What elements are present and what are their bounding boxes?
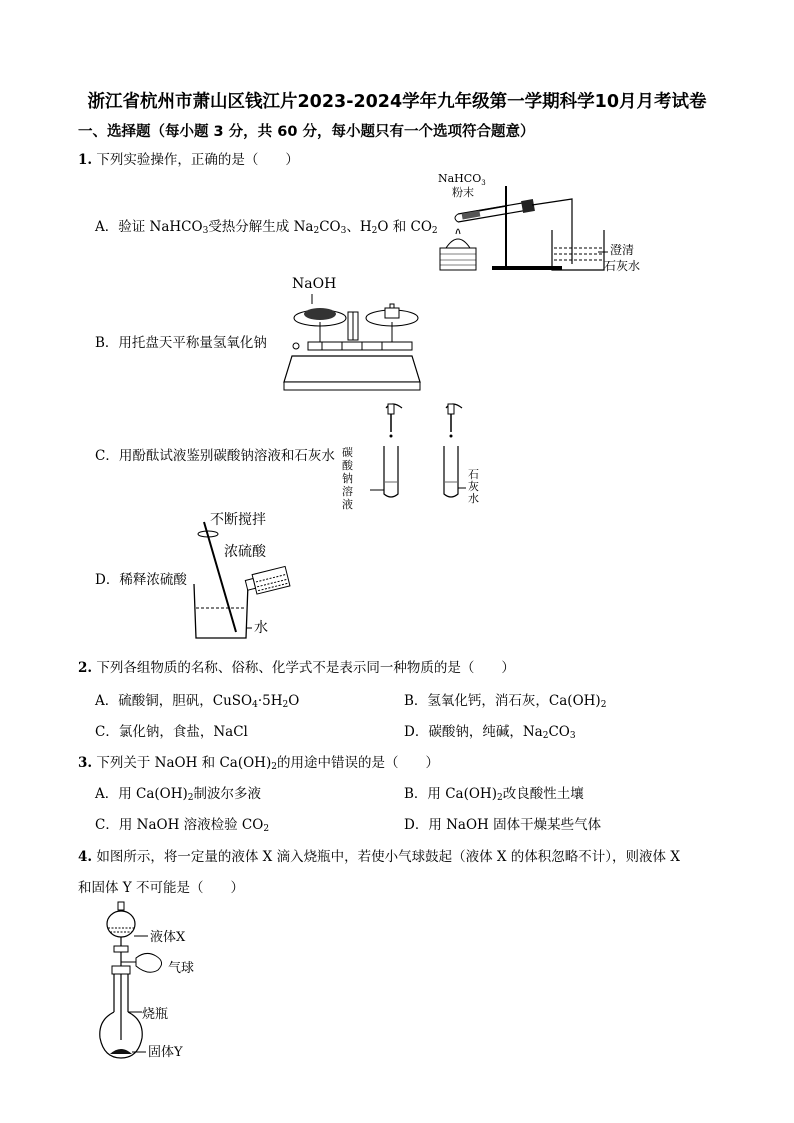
svg-text:灰: 灰: [468, 480, 479, 493]
figure-c-test-tubes: [340, 398, 490, 511]
section-heading: 一、选择题（每小题 3 分，共 60 分，每小题只有一个选项符合题意）: [78, 124, 535, 140]
q3-option-d: D．用 NaOH 固体干燥某些气体: [404, 817, 602, 833]
page-title: 浙江省杭州市萧山区钱江片2023-2024学年九年级第一学期科学10月月考试卷: [87, 92, 707, 112]
fig-q4-flask-label: 烧瓶: [142, 1007, 169, 1022]
q2-option-b: B．氢氧化钙，消石灰，$Ca(OH)_2$: [404, 693, 607, 710]
q2-option-a: A．硫酸铜，胆矾，$CuSO_4\cdot 5H_2O$: [95, 693, 300, 710]
fig-d-acid-label: 浓硫酸: [224, 544, 266, 560]
fig-c-left-label: [342, 445, 354, 511]
q3-option-b: B．用 $Ca(OH)_2$改良酸性土壤: [404, 786, 584, 803]
question-3: 3. 下列关于 NaOH 和 $Ca(OH)_2$的用途中错误的是（ ）: [78, 755, 439, 772]
question-4: 4. 如图所示，将一定量的液体 X 滴入烧瓶中，若使小气球鼓起（液体 X 的体积忽略不计），则液体 X: [78, 849, 680, 865]
svg-text:石: 石: [468, 468, 479, 481]
question-2: [78, 656, 515, 676]
q1-option-c: C．用酚酞试液鉴别碳酸钠溶液和石灰水: [95, 448, 335, 464]
question-number: 4.: [78, 849, 93, 865]
fig-q4-balloon-label: 气球: [168, 961, 195, 976]
fig-a-label: NaHCO$_3$: [438, 172, 486, 187]
fig-b-naoh-label: NaOH: [292, 276, 337, 292]
question-1: [78, 148, 299, 168]
fig-d-stir-label: 不断搅拌: [210, 512, 266, 528]
q1-option-d: D．稀释浓硫酸: [95, 572, 187, 588]
svg-text:水: 水: [468, 492, 479, 505]
fig-a-limewater-label-1: 澄清: [610, 243, 635, 257]
svg-text:溶: 溶: [342, 485, 353, 498]
figure-d-dilution: [188, 508, 308, 644]
svg-text:酸: 酸: [342, 459, 353, 472]
q3-option-a: A．用 $Ca(OH)_2$制波尔多液: [95, 786, 262, 803]
figure-b-balance: [282, 272, 422, 396]
svg-text:液: 液: [342, 498, 353, 511]
question-stem: 下列实验操作，正确的是（ ）: [96, 152, 299, 168]
fig-c-right-label: [468, 468, 479, 505]
fig-q4-solid-label: 固体Y: [148, 1045, 183, 1060]
question-number: 2.: [78, 660, 93, 676]
fig-q4-liquid-label: 液体X: [150, 930, 186, 945]
q2-option-c: C．氯化钠，食盐，NaCl: [95, 724, 248, 740]
question-number: 3.: [78, 755, 93, 771]
q1-option-b: B．用托盘天平称量氢氧化钠: [95, 335, 267, 351]
q2-option-d: D．碳酸钠，纯碱，$Na_2CO_3$: [404, 724, 576, 741]
figure-q4-flask: [96, 900, 226, 1064]
fig-a-limewater-label-2: 石灰水: [604, 259, 641, 273]
fig-a-label-powder: 粉末: [452, 186, 474, 199]
question-stem: 下列各组物质的名称、俗称、化学式不是表示同一种物质的是（ ）: [96, 660, 515, 676]
svg-text:钠: 钠: [342, 472, 353, 485]
q3-option-c: C．用 NaOH 溶液检验 $CO_2$: [95, 817, 270, 834]
question-number: 1.: [78, 152, 93, 168]
q1-option-a: A．验证 NaHCO$_3$受热分解生成 $Na_2CO_3$、$H_2O$ 和 $CO_2$: [95, 219, 438, 236]
svg-text:碳: 碳: [342, 446, 353, 459]
figure-a-heating-apparatus: [432, 168, 672, 278]
fig-d-water-label: 水: [254, 620, 268, 636]
question-4-line-2: 和固体 Y 不可能是（ ）: [78, 880, 244, 896]
